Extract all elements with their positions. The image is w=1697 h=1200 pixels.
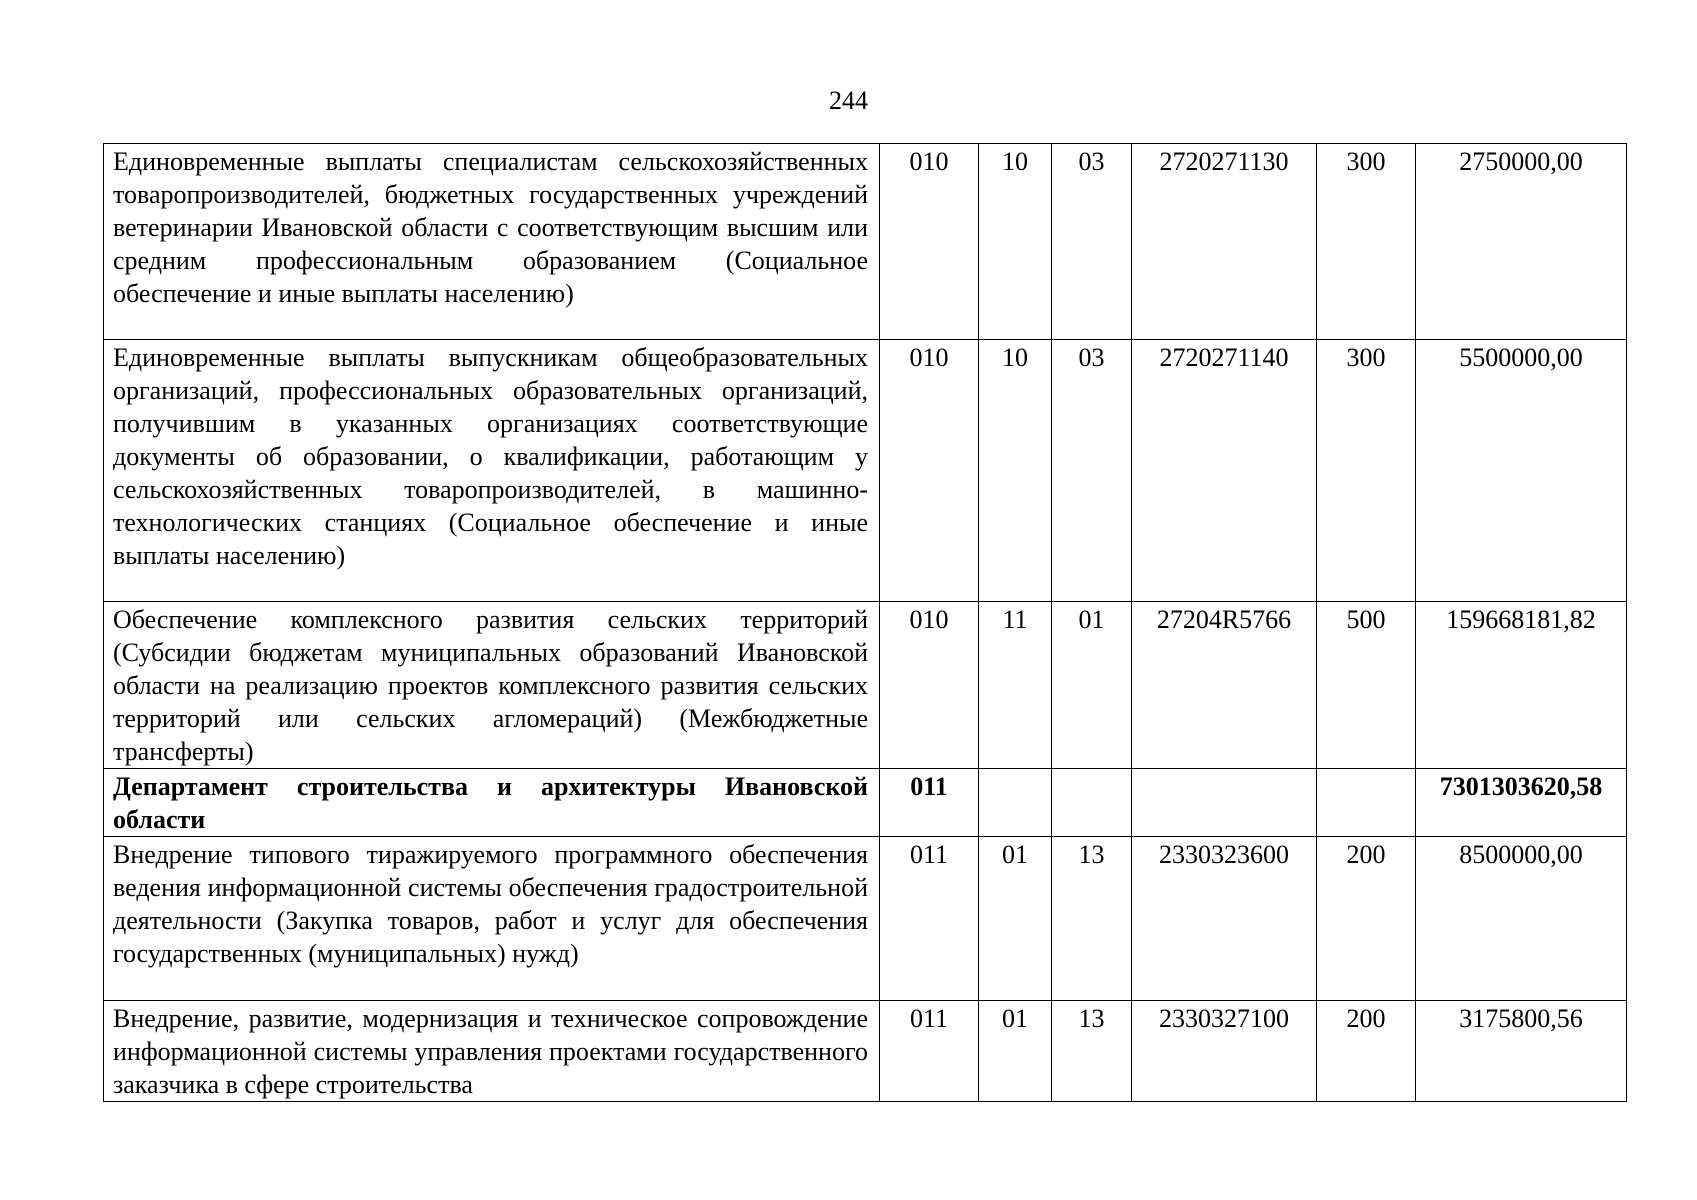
ministry-code: 010 — [880, 602, 979, 769]
subsection-code — [1052, 769, 1132, 837]
section-code: 01 — [979, 1001, 1052, 1102]
amount-value: 5500000,00 — [1416, 340, 1627, 602]
ministry-code: 011 — [880, 837, 979, 1001]
target-article-code: 2720271130 — [1132, 144, 1317, 340]
expense-type-code: 300 — [1317, 144, 1416, 340]
table-row — [104, 340, 1627, 602]
subsection-code: 03 — [1052, 144, 1132, 340]
table-row — [104, 144, 1627, 340]
row-name: Единовременные выплаты выпускникам общеобразовательных организаций, профессиональных образовательных организаций, получившим в указанных организациях соответствующие документы об образовании, о квалификации, работающим у сельскохозяйственных товаропроизводителей, в машинно-технологических станциях (Социальное обеспечение и иные выплаты населению) — [104, 340, 880, 602]
row-name: Обеспечение комплексного развития сельских территорий (Субсидии бюджетам муниципальных образований Ивановской области на реализацию проектов комплексного развития сельских территорий или сельских агломераций) (Межбюджетные трансферты) — [104, 602, 880, 769]
ministry-code: 011 — [880, 1001, 979, 1102]
target-article-code — [1132, 769, 1317, 837]
amount-value: 159668181,82 — [1416, 602, 1627, 769]
subsection-code: 03 — [1052, 340, 1132, 602]
section-code — [979, 769, 1052, 837]
subsection-code: 13 — [1052, 1001, 1132, 1102]
section-code: 10 — [979, 340, 1052, 602]
section-code: 01 — [979, 837, 1052, 1001]
department-total: 7301303620,58 — [1416, 769, 1627, 837]
page-number: 244 — [829, 86, 868, 115]
target-article-code: 2720271140 — [1132, 340, 1317, 602]
subsection-code: 01 — [1052, 602, 1132, 769]
table-row — [104, 602, 1627, 769]
section-code: 11 — [979, 602, 1052, 769]
amount-value: 8500000,00 — [1416, 837, 1627, 1001]
expense-type-code — [1317, 769, 1416, 837]
row-name: Внедрение, развитие, модернизация и техническое сопровождение информационной системы управления проектами государственного заказчика в сфере строительства — [104, 1001, 880, 1102]
amount-value: 2750000,00 — [1416, 144, 1627, 340]
target-article-code: 2330323600 — [1132, 837, 1317, 1001]
expense-type-code: 300 — [1317, 340, 1416, 602]
table-row-department — [104, 769, 1627, 837]
ministry-code: 010 — [880, 340, 979, 602]
department-name: Департамент строительства и архитектуры Ивановской области — [104, 769, 880, 837]
target-article-code: 27204R5766 — [1132, 602, 1317, 769]
subsection-code: 13 — [1052, 837, 1132, 1001]
budget-table — [103, 143, 1627, 1102]
amount-value: 3175800,56 — [1416, 1001, 1627, 1102]
ministry-code: 010 — [880, 144, 979, 340]
target-article-code: 2330327100 — [1132, 1001, 1317, 1102]
expense-type-code: 500 — [1317, 602, 1416, 769]
row-name: Внедрение типового тиражируемого программного обеспечения ведения информационной системы обеспечения градостроительной деятельности (Закупка товаров, работ и услуг для обеспечения государственных (муниципальных) нужд) — [104, 837, 880, 1001]
expense-type-code: 200 — [1317, 1001, 1416, 1102]
table-row — [104, 1001, 1627, 1102]
row-name: Единовременные выплаты специалистам сельскохозяйственных товаропроизводителей, бюджетных государственных учреждений ветеринарии Ивановской области с соответствующим высшим или средним профессиональным образованием (Социальное обеспечение и иные выплаты населению) — [104, 144, 880, 340]
table-row — [104, 837, 1627, 1001]
expense-type-code: 200 — [1317, 837, 1416, 1001]
section-code: 10 — [979, 144, 1052, 340]
ministry-code: 011 — [880, 769, 979, 837]
